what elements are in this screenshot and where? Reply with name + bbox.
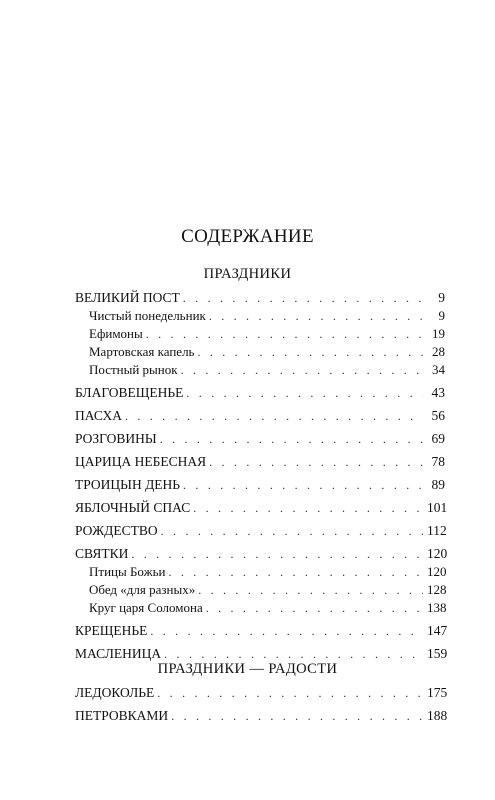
toc-list-holidays-joys [75,684,448,725]
toc-entry-title: ПАСХА [75,408,122,423]
toc-entry[interactable] [75,545,448,563]
toc-entry-title: ТРОИЦЫН ДЕНЬ [75,477,181,492]
toc-entry-title: РОЗГОВИНЫ [75,431,157,446]
toc-entry-page: 128 [427,582,447,597]
dot-leader [168,563,423,581]
toc-entry-page: 188 [427,708,448,723]
toc-entry-page: 69 [431,431,445,446]
dot-leader [209,307,423,325]
toc-subentry[interactable] [75,343,445,361]
toc-subentry[interactable] [75,563,445,581]
section-heading-holidays: ПРАЗДНИКИ [203,266,292,282]
toc-entry[interactable] [75,684,448,702]
toc-entry-page: 78 [431,454,445,469]
toc-entry-page: 147 [427,623,448,638]
toc-entry-page: 19 [432,326,445,341]
toc-subentry[interactable] [75,361,445,379]
toc-entry-title: Постный рынок [89,362,178,377]
toc-entry-title: СВЯТКИ [75,546,129,561]
toc-entry[interactable] [75,707,448,725]
dot-leader [183,289,423,307]
dot-leader [197,343,423,361]
toc-entry[interactable] [75,622,448,640]
toc-entry-title: ВЕЛИКИЙ ПОСТ [75,290,180,305]
toc-entry-page: 9 [438,308,445,323]
dot-leader [161,522,423,540]
toc-entry-title: ПЕТРОВКАМИ [75,708,169,723]
toc-entry-page: 101 [427,500,448,515]
toc-entry-title: РОЖДЕСТВО [75,523,158,538]
dot-leader [131,545,423,563]
toc-entry-page: 120 [427,564,447,579]
toc-entry-title: Мартовская капель [89,344,195,359]
toc-subentry[interactable] [75,325,445,343]
toc-entry-page: 28 [432,344,445,359]
toc-entry-title: БЛАГОВЕЩЕНЬЕ [75,385,184,400]
dot-leader [186,384,423,402]
dot-leader [206,599,423,617]
toc-list-holidays [75,289,448,663]
dot-leader [183,476,423,494]
toc-entry-page: 112 [427,523,447,538]
toc-entry-page: 43 [431,385,445,400]
toc-entry-page: 9 [438,290,445,305]
toc-entry-title: Обед «для разных» [89,582,196,597]
toc-entry-page: 89 [431,477,445,492]
toc-entry-title: Круг царя Соломона [89,600,203,615]
toc-entry-title: ЦАРИЦА НЕБЕСНАЯ [75,454,207,469]
dot-leader [160,430,423,448]
dot-leader [125,407,423,425]
toc-entry[interactable] [75,476,445,494]
toc-entry-page: 159 [427,646,448,661]
page-title: СОДЕРЖАНИЕ [181,226,314,247]
toc-entry-title: ЯБЛОЧНЫЙ СПАС [75,500,191,515]
toc-subentry[interactable] [75,307,445,325]
section-heading-holidays-joys: ПРАЗДНИКИ — РАДОСТИ [157,661,338,677]
toc-entry[interactable] [75,430,445,448]
dot-leader [193,499,423,517]
dot-leader [146,325,423,343]
toc-entry-title: КРЕЩЕНЬЕ [75,623,148,638]
toc-entry-title: Ефимоны [89,326,143,341]
toc-entry[interactable] [75,289,445,307]
toc-entry-page: 56 [431,408,445,423]
toc-entry-page: 120 [427,546,448,561]
toc-entry[interactable] [75,522,445,540]
toc-entry[interactable] [75,407,445,425]
toc-entry-title: МАСЛЕНИЦА [75,646,162,661]
toc-entry-title: Птицы Божьи [89,564,166,579]
toc-subentry[interactable] [75,599,445,617]
dot-leader [171,707,423,725]
toc-entry-page: 175 [427,685,448,700]
toc-entry-page: 138 [427,600,447,615]
toc-entry-title: ЛЕДОКОЛЬЕ [75,685,155,700]
dot-leader [150,622,423,640]
toc-entry-title: Чистый понедельник [89,308,206,323]
dot-leader [209,453,423,471]
toc-entry[interactable] [75,453,445,471]
dot-leader [157,684,423,702]
dot-leader [198,581,423,599]
toc-subentry[interactable] [75,581,445,599]
dot-leader [181,361,423,379]
toc-entry[interactable] [75,499,448,517]
toc-entry[interactable] [75,384,445,402]
toc-entry-page: 34 [432,362,445,377]
